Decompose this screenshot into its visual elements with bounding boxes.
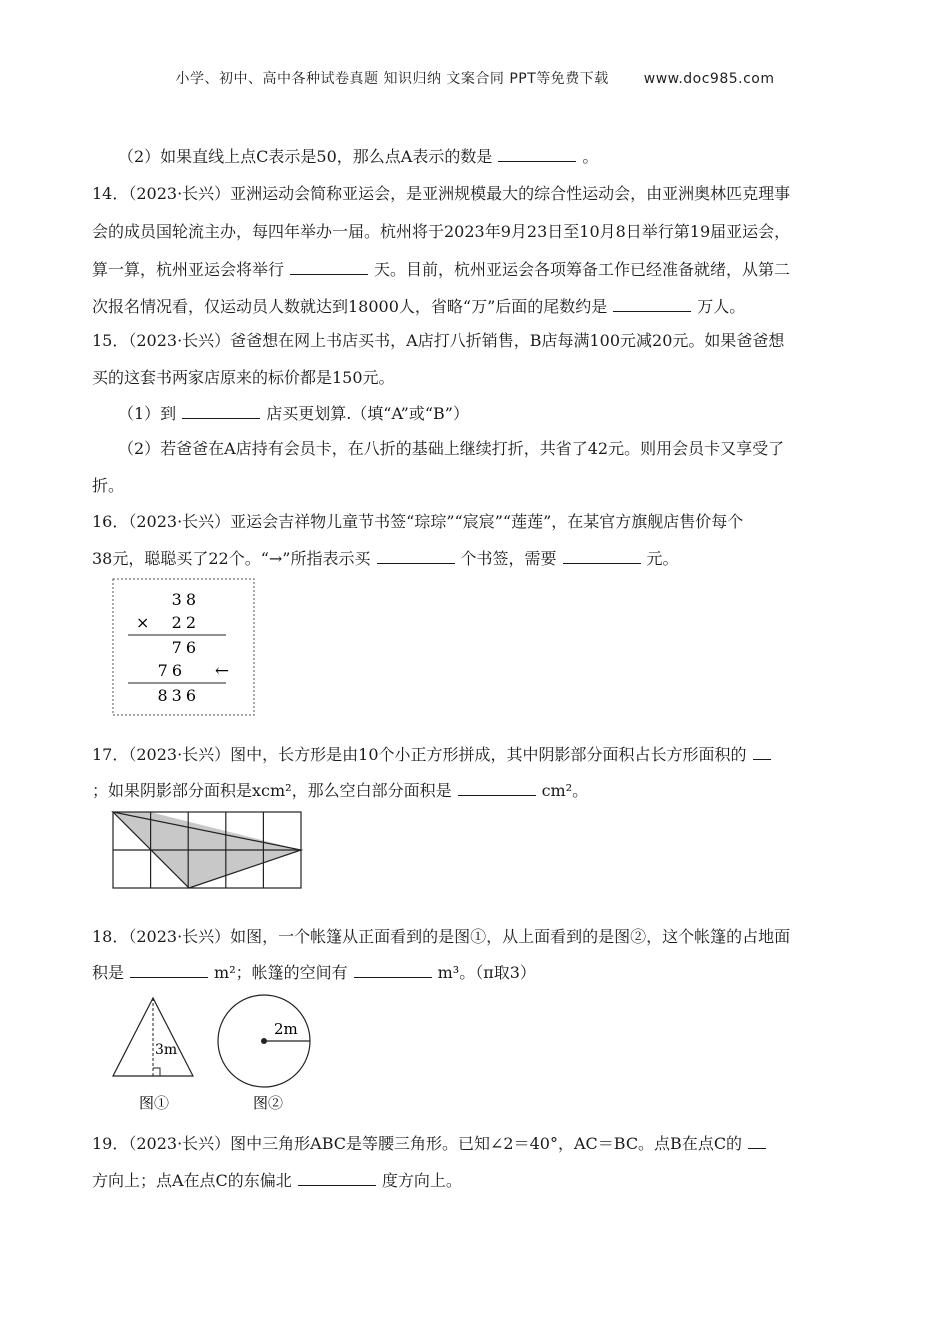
q18-line1: 18．（2023·长兴）如图，一个帐篷从正面看到的是图①，从上面看到的是图②，这个帐篷的占地面 (92, 927, 791, 946)
q14-line2: 会的成员国轮流主办，每四年举办一届。杭州将于2023年9月23日至10月8日举行第19届亚运会， (92, 222, 791, 241)
fig1-caption: 图① (138, 1094, 170, 1112)
page-header (0, 68, 950, 88)
q14-line3-end: 天。目前，杭州亚运会各项筹备工作已经准备就绪，从第二 (374, 260, 791, 279)
q14-line4 (92, 296, 745, 318)
q14-wan-blank[interactable] (613, 297, 691, 312)
q18-line2-end: m³。（π取3） (437, 963, 536, 982)
right-angle-mark (153, 1068, 160, 1076)
calc-row2: 22 (171, 613, 200, 632)
calc-result: 836 (157, 686, 200, 705)
q16-line2-text: 38元，聪聪买了22个。“→”所指表示买 (92, 549, 371, 568)
q18-volume-blank[interactable] (354, 963, 432, 978)
calc-row3: 76 (171, 638, 200, 657)
q18-line2-text: 积是 (92, 963, 125, 982)
q19-direction-blank[interactable] (748, 1134, 766, 1149)
q16-line2-mid: 个书签，需要 (460, 549, 557, 568)
q17-line1 (92, 744, 777, 766)
q19-degree-blank[interactable] (298, 1171, 376, 1186)
header-text: 小学、初中、高中各种试卷真题 知识归纳 文案合同 PPT等免费下载 (175, 71, 609, 87)
calc-row4: 76 (157, 661, 186, 680)
q14-line3 (92, 259, 790, 281)
q17-line2-end: cm²。 (541, 781, 589, 800)
q17-line2 (92, 780, 588, 802)
q16-line1: 16．（2023·长兴）亚运会吉祥物儿童节书签“琮琮”“宸宸”“莲莲”，在某官方旗舰店售价每个 (92, 512, 744, 531)
q14-line4-end: 万人。 (697, 297, 746, 316)
q17-area-blank[interactable] (458, 781, 536, 796)
q17-rectangle-figure (110, 810, 306, 892)
q14-line4-text: 次报名情况看，仅运动员人数就达到18000人，省略“万”后面的尾数约是 (92, 297, 608, 316)
q15-line2: 买的这套书两家店原来的标价都是150元。 (92, 368, 395, 387)
q13-part2-text: （2）如果直线上点C表示是50，那么点A表示的数是 (118, 147, 493, 166)
q15-part1-text: （1）到 (118, 404, 177, 423)
calc-row1: 38 (171, 590, 200, 609)
q14-days-blank[interactable] (290, 260, 368, 275)
q17-line2-text: ；如果阴影部分面积是xcm²，那么空白部分面积是 (92, 781, 452, 800)
q16-line2-end: 元。 (646, 549, 679, 568)
q17-fraction-blank[interactable] (753, 745, 771, 760)
calc-operator: × (136, 613, 150, 632)
q13-part2-end: 。 (582, 147, 599, 166)
q17-line1-text: 17．（2023·长兴）图中，长方形是由10个小正方形拼成，其中阴影部分面积占长方形面积的 (92, 745, 747, 764)
q19-line2 (92, 1170, 462, 1192)
calc-arrow: ← (214, 661, 230, 681)
q16-multiplication-figure (112, 578, 257, 718)
q18-floor-area-blank[interactable] (130, 963, 208, 978)
q16-cost-blank[interactable] (563, 549, 641, 564)
q19-line1-text: 19．（2023·长兴）图中三角形ABC是等腰三角形。已知∠2＝40°，AC＝BC。点B在点C的 (92, 1134, 743, 1153)
q19-line1 (92, 1133, 772, 1155)
q15-part2-end: 折。 (92, 476, 125, 495)
q15-line1: 15．（2023·长兴）爸爸想在网上书店买书，A店打八折销售，B店每满100元减20元。如果爸爸想 (92, 331, 785, 350)
tent-height-label: 3m (155, 1042, 178, 1058)
q14-line3-text: 算一算，杭州亚运会将举行 (92, 260, 285, 279)
q19-line2-end: 度方向上。 (381, 1171, 462, 1190)
q15-part1-end: 店买更划算.（填“A”或“B”） (266, 404, 469, 423)
q13-part2 (118, 146, 598, 168)
radius-label: 2m (274, 1020, 298, 1038)
q16-line2 (92, 548, 679, 570)
q18-line2 (92, 962, 536, 984)
header-url[interactable]: www.doc985.com (643, 71, 775, 87)
q15-part2: （2）若爸爸在A店持有会员卡，在八折的基础上继续打折，共省了42元。则用会员卡又享受了 (118, 439, 785, 458)
q14-line1: 14．（2023·长兴）亚洲运动会简称亚运会，是亚洲规模最大的综合性运动会，由亚洲奥林匹克理事 (92, 184, 791, 203)
q13-answer-blank[interactable] (498, 147, 576, 162)
fig2-caption: 图② (252, 1094, 284, 1112)
q15-part1 (118, 403, 469, 425)
q18-tent-figures (108, 992, 348, 1118)
q15-store-blank[interactable] (182, 404, 260, 419)
q18-line2-mid: m²；帐篷的空间有 (214, 963, 348, 982)
q16-count-blank[interactable] (377, 549, 455, 564)
q19-line2-text: 方向上；点A在点C的东偏北 (92, 1171, 292, 1190)
